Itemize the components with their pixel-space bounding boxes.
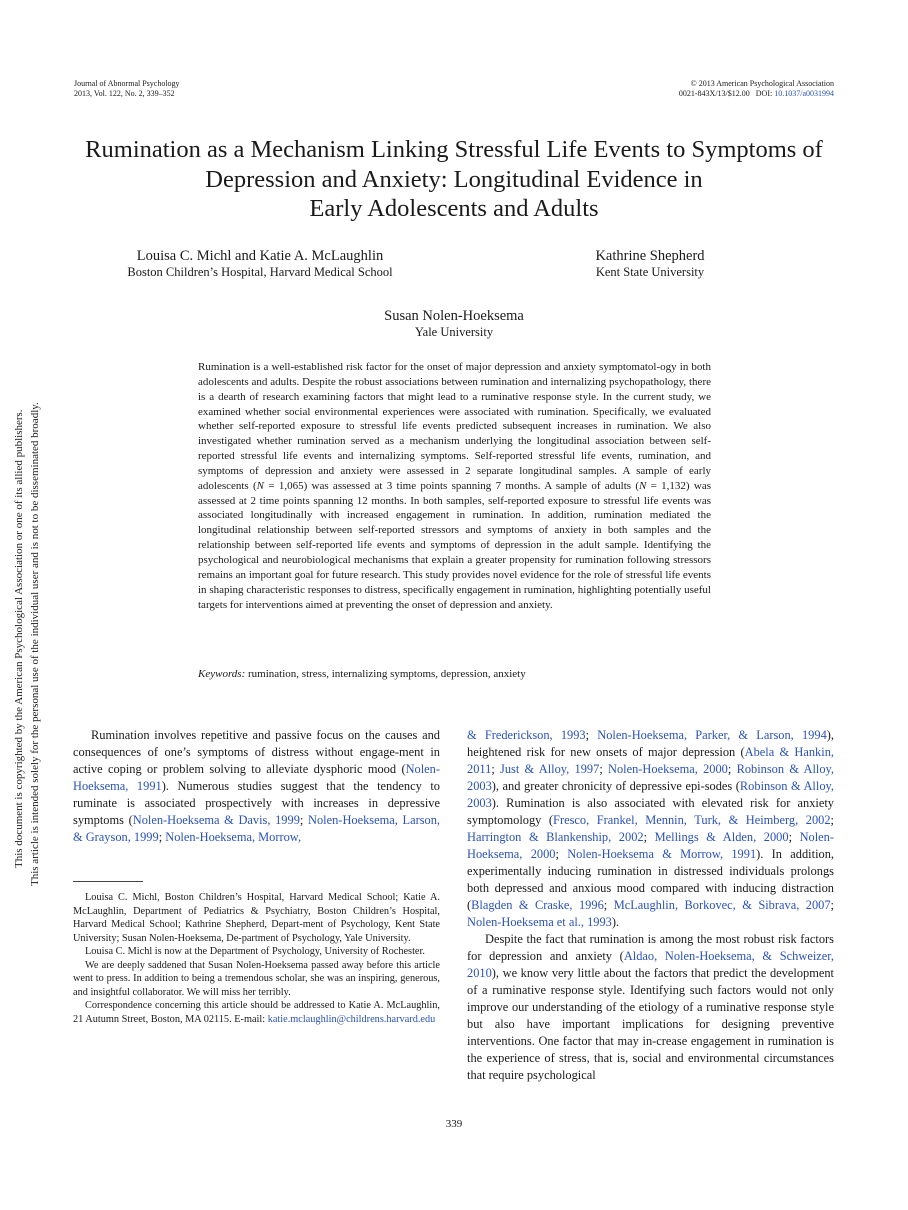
citation-link[interactable]: Aldao, Nolen-Hoeksema, & Schweizer, 2010 [467,949,834,980]
author-block-2 [560,248,740,280]
author-affiliation: Yale University [414,325,494,339]
author-affiliation: Boston Children’s Hospital, Harvard Medical School [127,265,393,279]
article-title: Rumination as a Mechanism Linking Stressful Life Events to Symptoms of Depression and Anxiety: Longitudinal Evidence in Early Adolescents and Adults [85,136,823,222]
paragraph: Despite the fact that rumination is among the most robust risk factors for depression and anxiety (Aldao, Nolen-Hoeksema, & Schweizer, 2010), we know very little about the factors that predict the development of a ruminative response style. Identifying such factors would not only improve our understanding of the etiology of a ruminative response style but also have important implications for designing preventive interventions. One factor that may in-crease engagement in rumination is the experience of stress, that is, social and environmental circumstances that require psychological [467,932,834,1082]
citation-link[interactable]: Just & Alloy, 1997 [500,762,600,776]
citation-link[interactable]: Nolen-Hoeksema, Parker, & Larson, 1994 [597,728,827,742]
citation-link[interactable]: Nolen-Hoeksema, 2000 [467,830,835,861]
abstract: Rumination is a well-established risk factor for the onset of major depression and anxiety symptomatol-ogy in both adolescents and adults. Despite the robust associations between rumination and internalizing psychopathology, there is a dearth of research examining factors that might lead to a ruminative response style. In the current study, we examined whether social environmental experiences were associated with rumination. Specifically, we evaluated whether self-reported exposure to stressful life events predicted subsequent increases in rumination. We also investigated whether rumination served as a mechanism underlying the longitudinal association between self-reported stressful life events and internalizing symptoms. Self-reported stressful life events, rumination, and symptoms of depression and anxiety were assessed in 2 separate longitudinal samples. A sample of early adolescents (N = 1,065) was assessed at 3 time points spanning 7 months. A sample of adults (N = 1,132) was assessed at 2 time points spanning 12 months. In both samples, self-reported exposure to stressful life events was associated longitudinally with increased engagement in rumination. In addition, rumination mediated the longitudinal relationship between self-reported stressors and symptoms of anxiety in both samples and the relationship between self-reported life events and symptoms of depression in the adult sample. Identifying the psychological and neurobiological mechanisms that explain a greater propensity for rumination following stressors remains an important goal for future research. This study provides novel evidence for the role of stressful life events in shaping characteristic responses to distress, specifically engagement in rumination, highlighting potentially useful targets for interventions aimed at preventing the onset of depression and anxiety. [198,361,711,611]
journal-name: Journal of Abnormal Psychology [74,79,180,88]
citation-link[interactable]: Robinson & Alloy, 2003 [467,779,834,810]
author-names: Kathrine Shepherd [595,248,705,264]
paragraph: Rumination involves repetitive and passive focus on the causes and consequences of one’s symptoms of distress without engage-ment in active coping or problem solving to alleviate dysphoric mood (Nolen-Hoeksema, 1991). Numerous studies suggest that the tendency to ruminate is associated prospectively with increases in depressive symptoms (Nolen-Hoeksema & Davis, 1999; Nolen-Hoeksema, Larson, & Grayson, 1999; Nolen-Hoeksema, Morrow, [73,728,441,844]
citation-link[interactable]: Robinson & Alloy, 2003 [467,762,835,793]
citation-link[interactable]: Nolen-Hoeksema, 1991 [73,762,440,793]
footnote: Louisa C. Michl is now at the Department of Psychology, University of Rochester. [85,946,425,957]
citation-link[interactable]: Abela & Hankin, 2011 [467,745,834,776]
journal-header [74,79,180,98]
doi-link[interactable]: 10.1037/a0031994 [774,88,834,98]
journal-volume: 2013, Vol. 122, No. 2, 339–352 [74,88,175,98]
author-block-1 [90,248,430,280]
keywords: Keywords: rumination, stress, internalizing symptoms, depression, anxiety [198,668,526,680]
sidebar-line-2: This article is intended solely for the personal use of the individual user and is not to be disseminated broadly. [29,402,41,886]
sidebar-line-1: This document is copyrighted by the American Psychological Association or one of its allied publishers. [13,409,25,868]
citation-link[interactable]: Mellings & Alden, 2000 [654,830,789,844]
citation-link[interactable]: Blagden & Craske, 1996 [471,898,604,912]
citation-link[interactable]: Harrington & Blankenship, 2002 [467,830,644,844]
author-affiliation: Kent State University [595,265,705,279]
footnote: Correspondence concerning this article should be addressed to Katie A. McLaughlin, 21 Autumn Street, Boston, MA 02115. E-mail: katie.mclaughlin@childrens.harvard.edu [73,1000,440,1025]
citation-link[interactable]: Nolen-Hoeksema, 2000 [608,762,728,776]
author-names: Susan Nolen-Hoeksema [384,308,524,324]
copyright-text: © 2013 American Psychological Association [690,79,834,88]
citation-link[interactable]: Fresco, Frankel, Mennin, Turk, & Heimberg, 2002 [553,813,831,827]
citation-link[interactable]: & Frederickson, 1993 [467,728,586,742]
footnotes [73,891,440,1026]
body-column-left [73,727,440,846]
citation-link[interactable]: Nolen-Hoeksema, Morrow, [165,830,302,844]
citation-link[interactable]: Nolen-Hoeksema et al., 1993 [467,915,612,929]
footnote: Louisa C. Michl, Boston Children’s Hospital, Harvard Medical School; Katie A. McLaughlin, Department of Pediatrics & Psychiatry, Boston Children’s Hospital, Harvard Medical School; Kathrine Shepherd, Depart-ment of Psychology, Kent State University; Susan Nolen-Hoeksema, De-partment of Psychology, Yale University. [73,892,440,944]
paragraph: & Frederickson, 1993; Nolen-Hoeksema, Parker, & Larson, 1994), heightened risk for new onsets of major depression (Abela & Hankin, 2011; Just & Alloy, 1997; Nolen-Hoeksema, 2000; Robinson & Alloy, 2003), and greater chronicity of depressive epi-sodes (Robinson & Alloy, 2003). Rumination is also associated with elevated risk for anxiety symptomology (Fresco, Frankel, Mennin, Turk, & Heimberg, 2002; Harrington & Blankenship, 2002; Mellings & Alden, 2000; Nolen-Hoeksema, 2000; Nolen-Hoeksema & Morrow, 1991). In addition, experimentally inducing rumination in distressed individuals prolongs both depressed and anxious mood compared with inducing distraction (Blagden & Craske, 1996; McLaughlin, Borkovec, & Sibrava, 2007; Nolen-Hoeksema et al., 1993). [467,728,835,929]
author-block-3 [304,308,604,340]
page-number: 339 [445,1118,463,1130]
citation-link[interactable]: Nolen-Hoeksema & Morrow, 1991 [567,847,757,861]
footnote: We are deeply saddened that Susan Nolen-Hoeksema passed away before this article went to press. In addition to being a tremendous scholar, she was an inspiring, generous, and insightful collaborator. We will miss her terribly. [73,959,440,998]
doi-line: 0021-843X/13/$12.00 DOI: 10.1037/a0031994 [678,88,834,98]
copyright-header [679,79,834,98]
citation-link[interactable]: Nolen-Hoeksema & Davis, 1999 [132,813,300,827]
body-column-right [467,727,834,1084]
email-link[interactable]: katie.mclaughlin@childrens.harvard.edu [267,1013,436,1025]
footnote-rule [73,881,143,882]
citation-link[interactable]: McLaughlin, Borkovec, & Sibrava, 2007 [613,898,831,912]
copyright-sidebar [5,340,45,888]
citation-link[interactable]: Nolen-Hoeksema, Larson, & Grayson, 1999 [73,813,441,844]
keywords-label: Keywords: [198,668,246,680]
author-names: Louisa C. Michl and Katie A. McLaughlin [136,248,384,264]
